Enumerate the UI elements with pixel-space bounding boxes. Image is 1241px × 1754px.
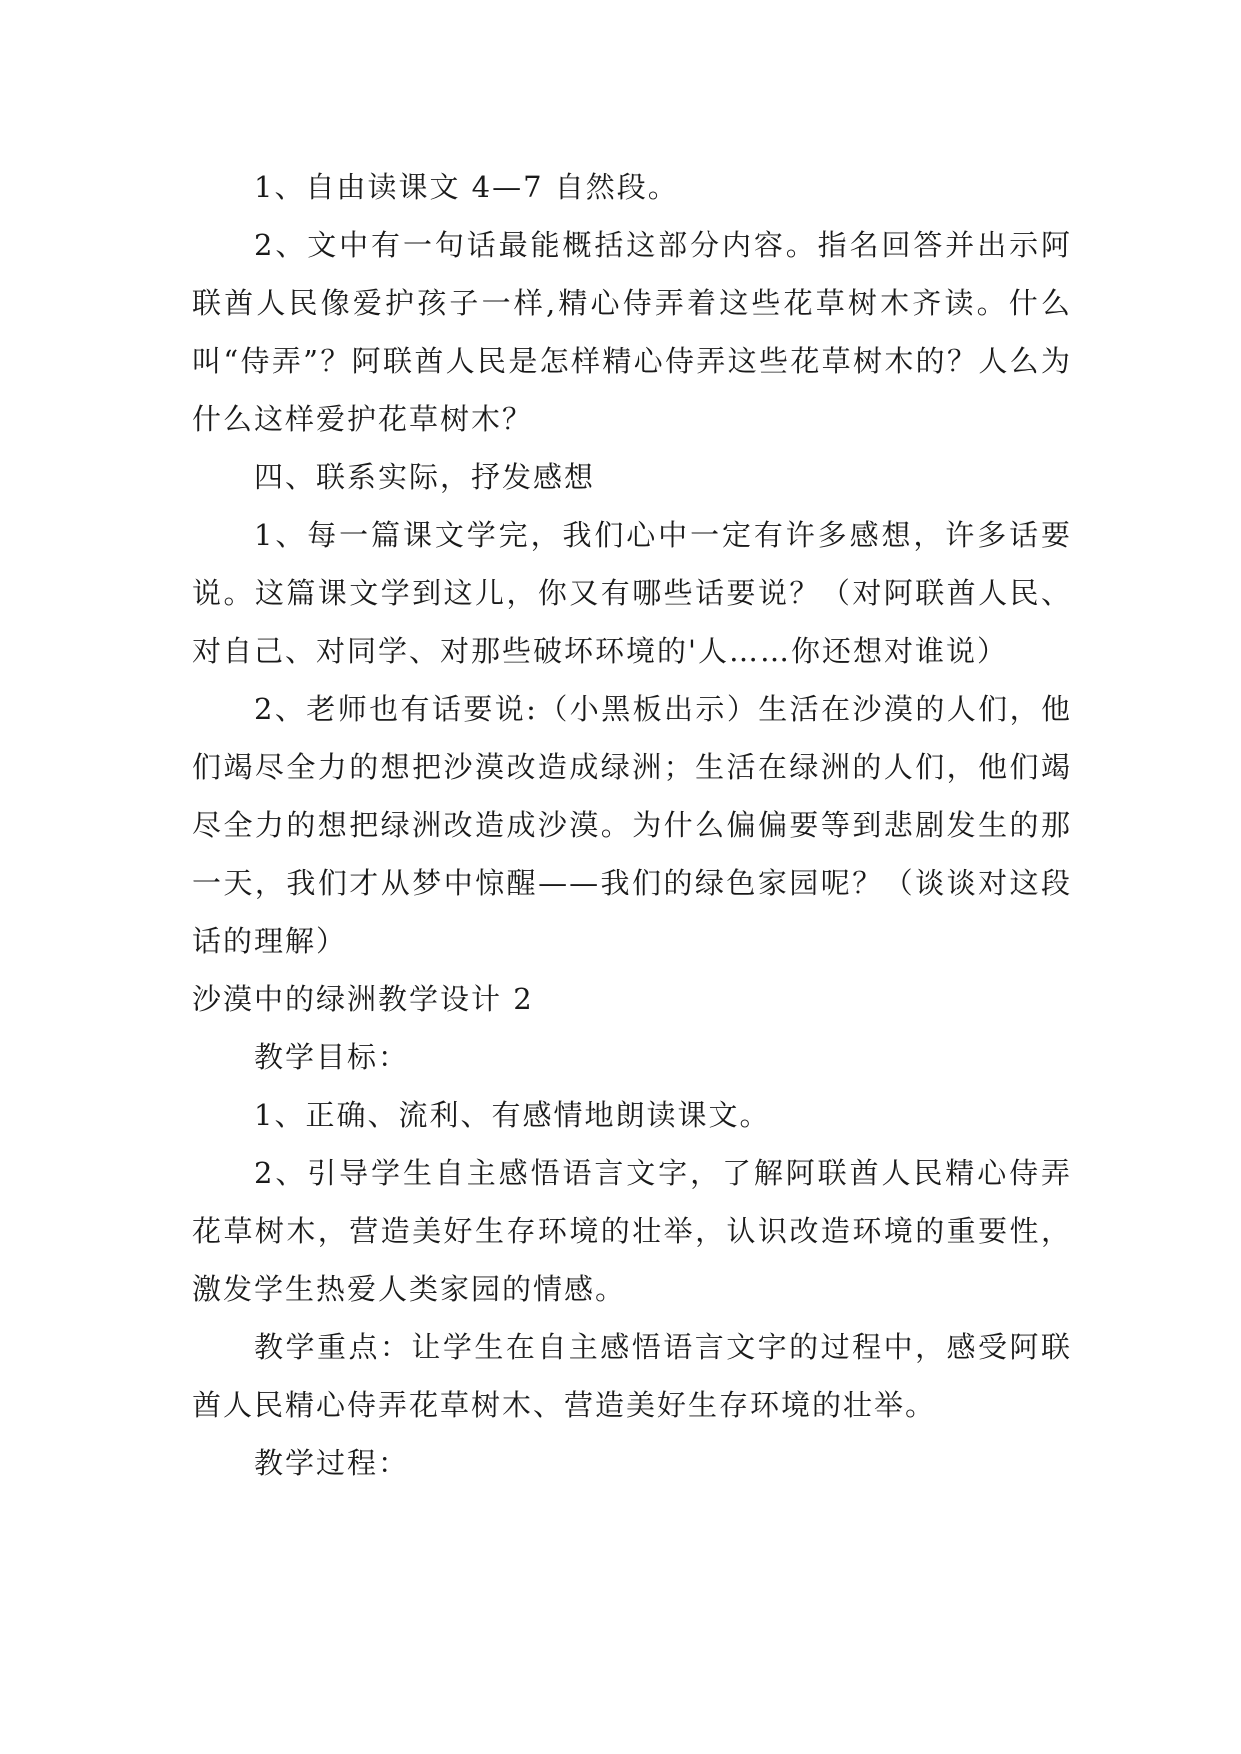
paragraph-teacher-words: 2、老师也有话要说:（小黑板出示）生活在沙漠的人们，他们竭尽全力的想把沙漠改造成绿洲；生活在绿洲的人们，他们竭尽全力的想把绿洲改造成沙漠。为什么偏偏要等到悲剧发生的那一天，我们才从梦中惊醒——我们的绿色家园呢？（谈谈对这段话的理解） xyxy=(192,692,1072,958)
paragraph-goal-one: 1、正确、流利、有感情地朗读课文。 xyxy=(254,1098,771,1132)
paragraph-read-instruction: 1、自由读课文 4—7 自然段。 xyxy=(254,170,679,204)
paragraph-key-point: 教学重点：让学生在自主感悟语言文字的过程中，感受阿联酋人民精心侍弄花草树木、营造美好生存环境的壮举。 xyxy=(192,1330,1072,1422)
paragraph-summary-question: 2、文中有一句话最能概括这部分内容。指名回答并出示阿联酋人民像爱护孩子一样,精心侍弄着这些花草树木齐读。什么叫“侍弄”？阿联酋人民是怎样精心侍弄这些花草树木的？人么为什么这样爱护花草树木？ xyxy=(192,228,1072,436)
paragraph-section-four: 四、联系实际，抒发感想 xyxy=(254,460,596,494)
paragraph-goals-label: 教学目标： xyxy=(254,1040,410,1074)
section-title: 沙漠中的绿洲教学设计 2 xyxy=(192,982,534,1016)
paragraph-goal-two: 2、引导学生自主感悟语言文字，了解阿联酋人民精心侍弄花草树木，营造美好生存环境的壮举，认识改造环境的重要性，激发学生热爱人类家园的情感。 xyxy=(192,1156,1072,1306)
document-body xyxy=(192,158,1072,1492)
paragraph-process-label: 教学过程： xyxy=(254,1446,410,1480)
paragraph-feelings: 1、每一篇课文学完，我们心中一定有许多感想，许多话要说。这篇课文学到这儿，你又有哪些话要说？（对阿联酋人民、对自己、对同学、对那些破坏环境的'人……你还想对谁说） xyxy=(192,518,1072,668)
